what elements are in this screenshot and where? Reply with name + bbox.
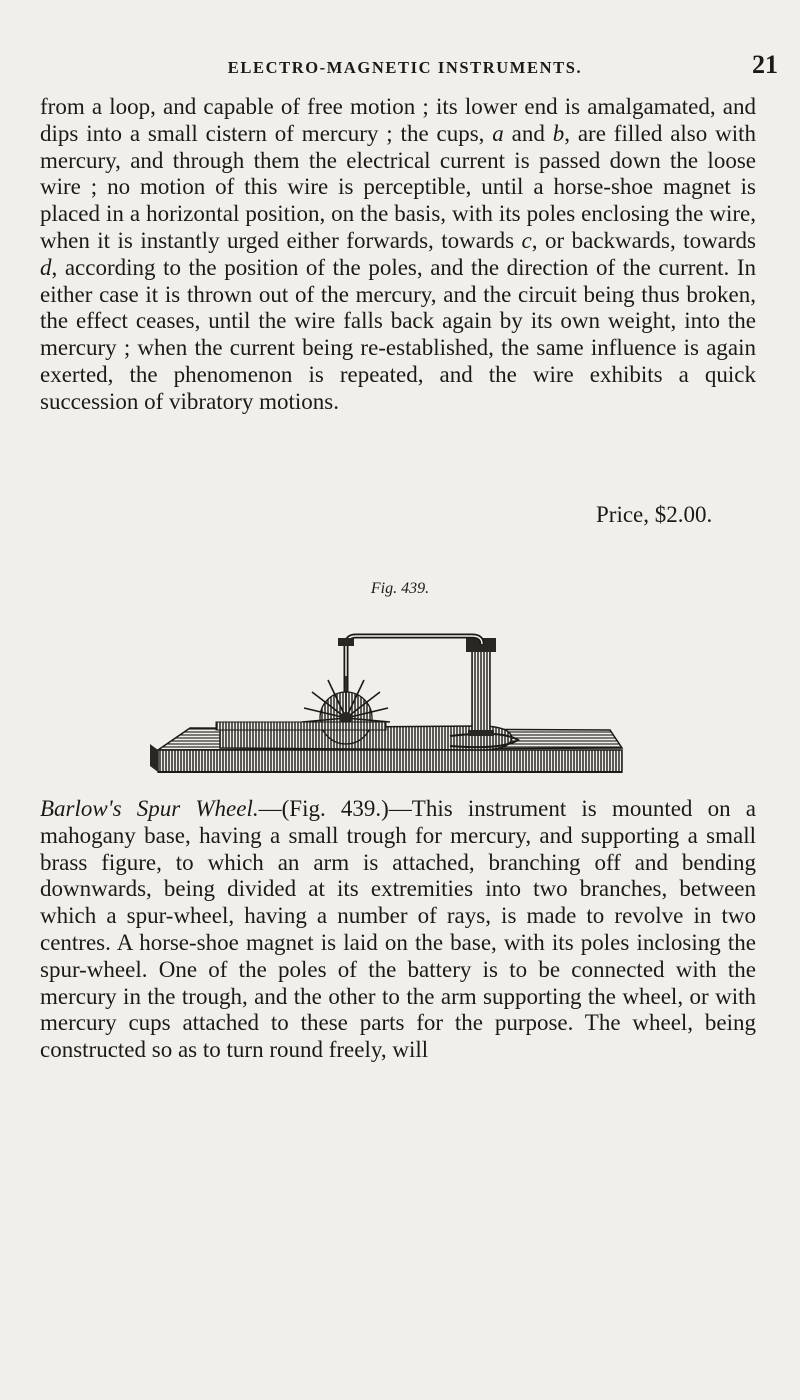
reference-letter-d: d bbox=[40, 254, 52, 280]
page-number: 21 bbox=[752, 50, 778, 79]
reference-letter-b: b bbox=[552, 120, 565, 146]
top-paragraph-text bbox=[40, 94, 756, 416]
price-line: Price, $2.00. bbox=[596, 502, 713, 527]
mercury-trough bbox=[216, 722, 386, 730]
reference-letter-c: c bbox=[521, 227, 532, 253]
section-title: Barlow's Spur Wheel. bbox=[40, 796, 259, 821]
bottom-paragraph bbox=[40, 796, 756, 1064]
brass-arm bbox=[346, 636, 482, 706]
spur-wheel-illustration bbox=[150, 608, 630, 788]
text-run: , or backwards, towards bbox=[531, 227, 756, 253]
brass-post bbox=[466, 638, 496, 736]
figure-label: Fig. 439. bbox=[370, 580, 430, 597]
text-run: , according to the position of the poles, and the direction of the current. In either case it is thrown out of the mercury, and the circuit being thus broken, the effect ceases, until the wire falls back again by its own weight, into the mercury ; when the current being re-established, the same influence is again exerted, the phenomenon is repeated, and the wire exhibits a quick succession of vibratory motions. bbox=[40, 254, 756, 414]
text-run: —(Fig. 439.)—This instrument is mounted on a mahogany base, having a small trough for mercury, and supporting a small brass figure, to which an arm is attached, branching off and bending downwards, being divided at its extremities into two branches, between which a spur-wheel, having a number of rays, is made to revolve in two centres. A horse-shoe magnet is laid on the base, with its poles inclosing the spur-wheel. One of the poles of the battery is to be connected with the mercury in the trough, and the other to the arm supporting the wheel, or with mercury cups attached to these parts for the purpose. The wheel, being constructed so as to turn round freely, will bbox=[40, 796, 756, 1063]
text-run: and bbox=[503, 120, 553, 146]
text-run: , are filled also with mercury, and through them the electrical current is passed down the loose wire ; no motion of this wire is perceptible, until a horse-shoe magnet is placed in a horizontal position, on the basis, with its poles enclosing the wire, when it is instantly urged either forwards, towards bbox=[40, 120, 756, 253]
top-paragraph bbox=[40, 94, 756, 416]
text-run: from a loop, and capable of free motion ; its lower end is amalgamated, and dips into a small cistern of mercury ; the cups, bbox=[40, 94, 756, 146]
bottom-paragraph-text bbox=[40, 796, 756, 1064]
running-head: ELECTRO-MAGNETIC INSTRUMENTS. bbox=[227, 58, 583, 77]
reference-letter-a: a bbox=[492, 120, 504, 146]
